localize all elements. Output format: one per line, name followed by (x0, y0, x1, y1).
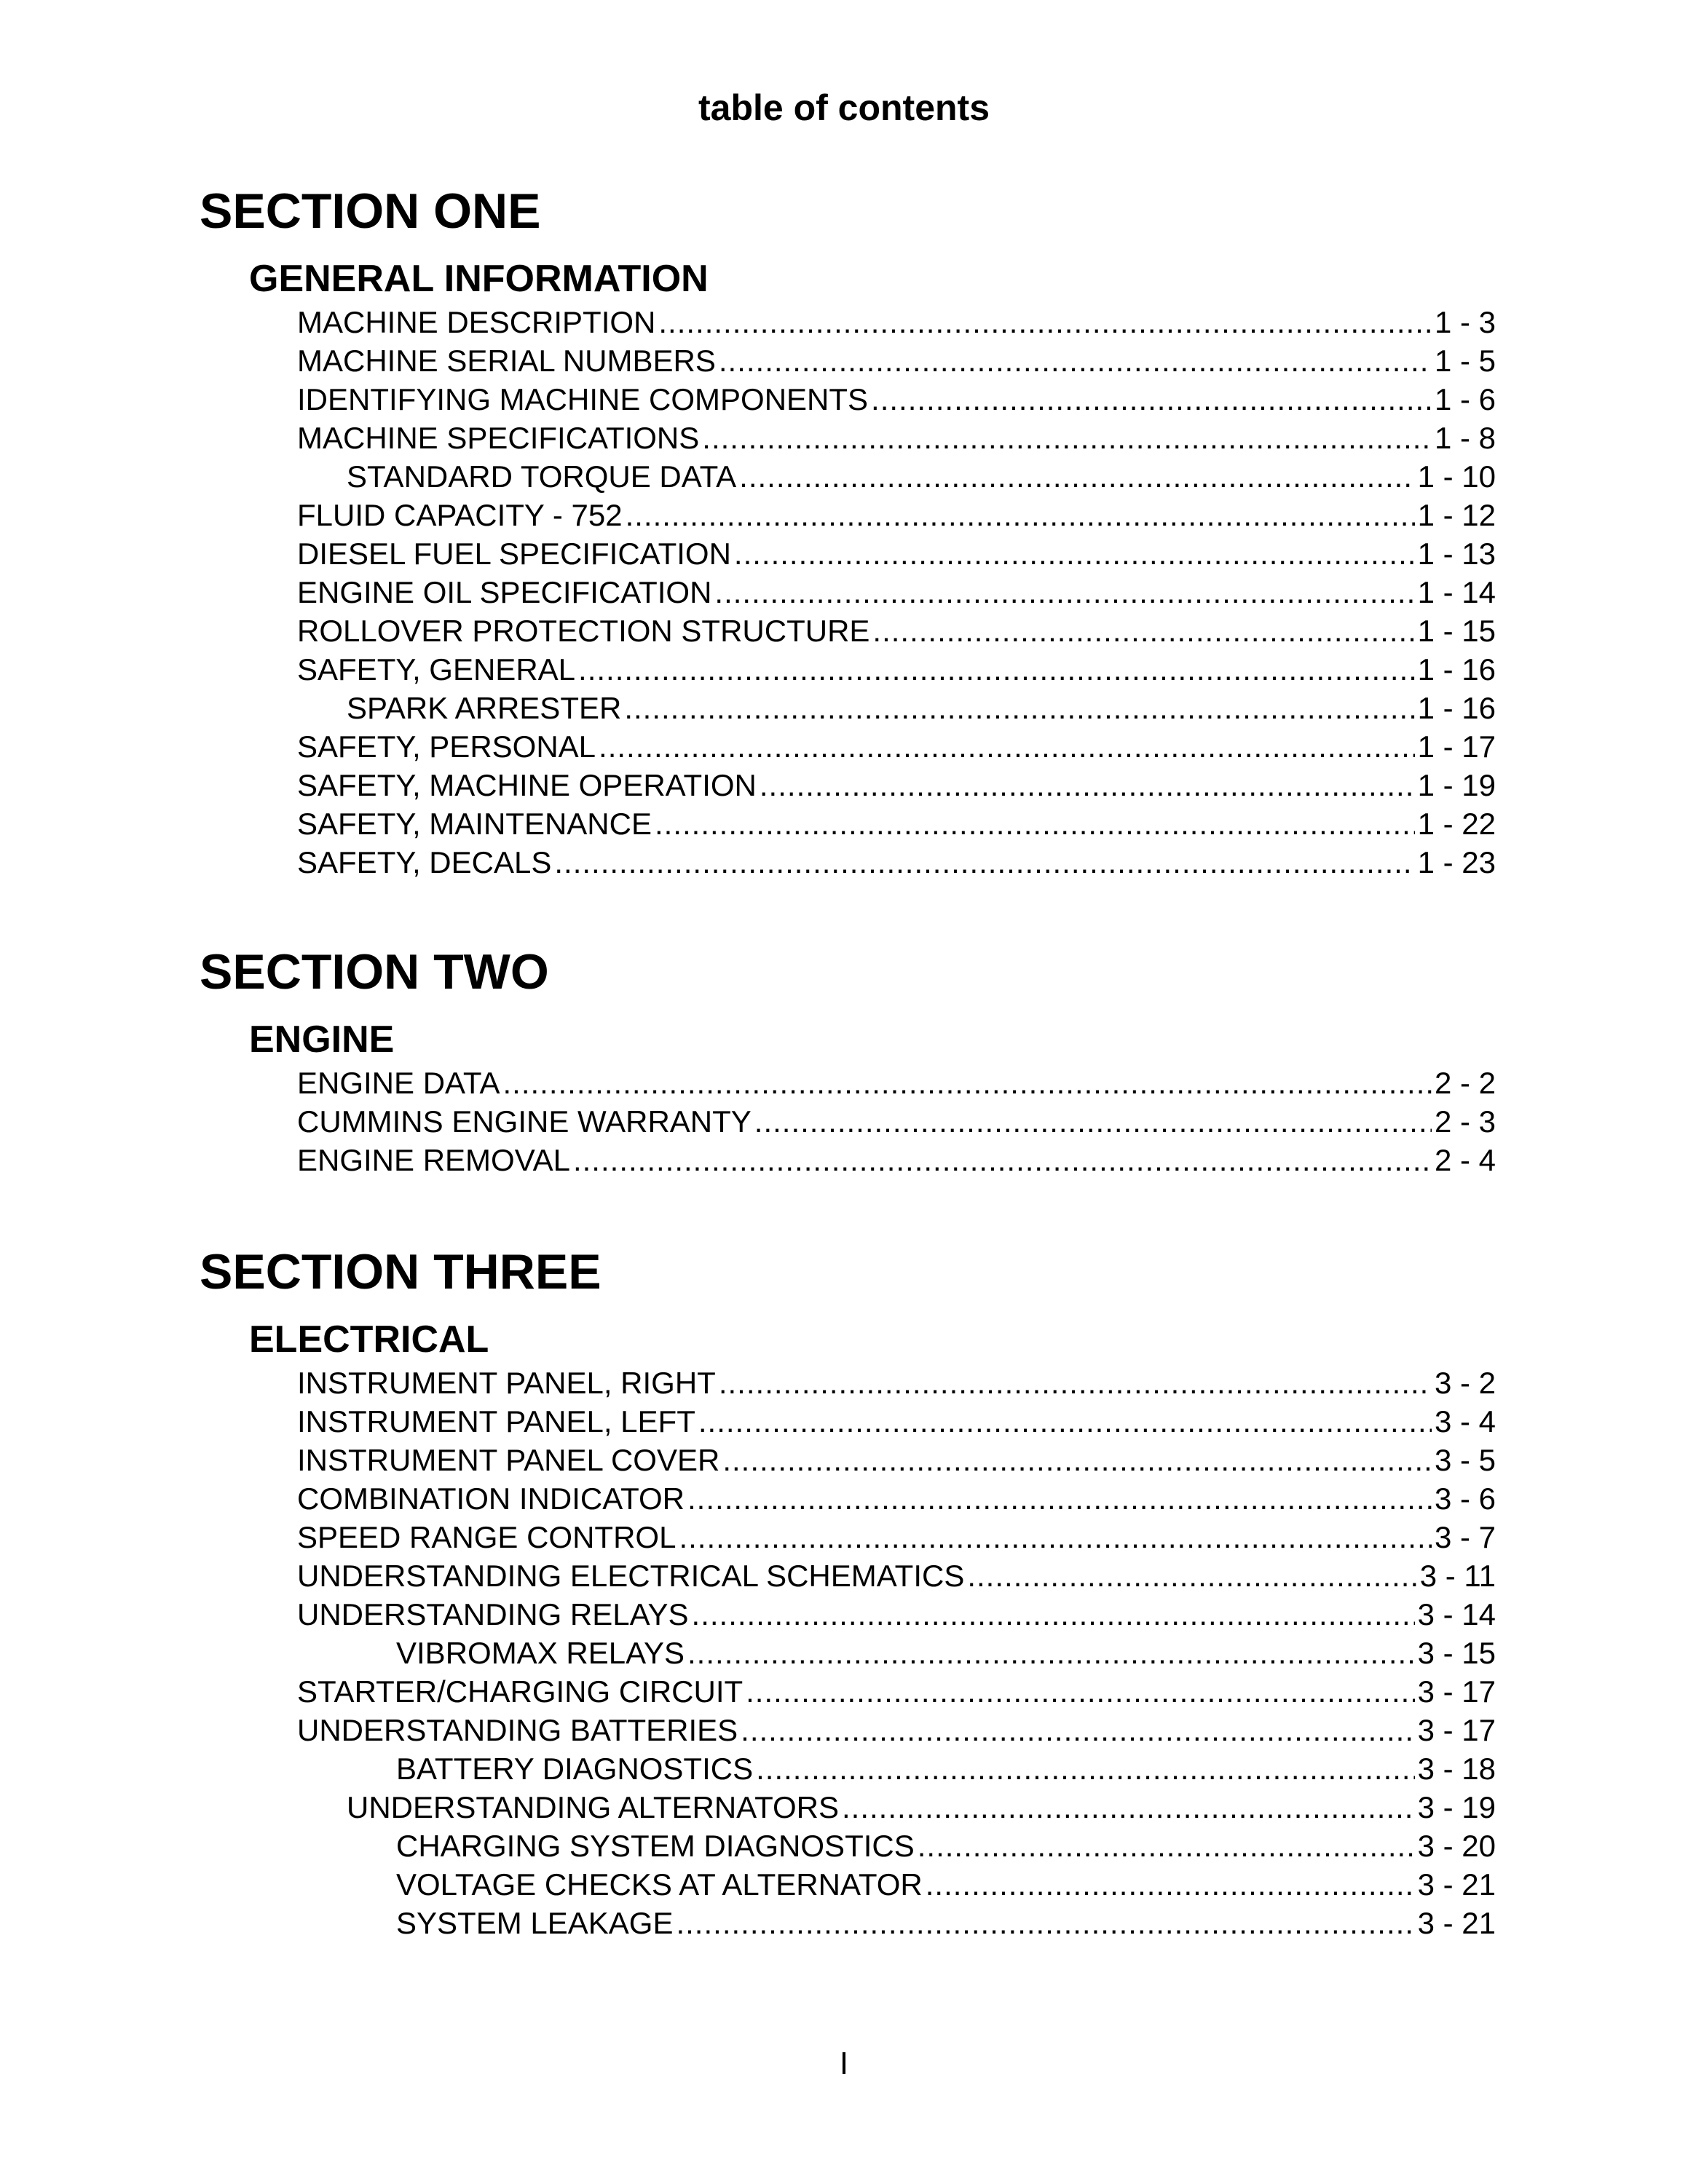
toc-entry (396, 1865, 1496, 1904)
toc-entry-title: ENGINE REMOVAL (297, 1143, 570, 1177)
toc-entry-page: 3 - 18 (1417, 1752, 1496, 1786)
section-heading: SECTION TWO (200, 944, 549, 1000)
dot-leader (871, 380, 1432, 419)
section-two (200, 943, 1496, 1179)
toc-entry-page: 3 - 20 (1417, 1829, 1496, 1863)
toc-entry-page: 1 - 13 (1417, 537, 1496, 571)
dot-leader (746, 1672, 1414, 1711)
toc-entry (396, 1749, 1496, 1788)
toc-entry-title: MACHINE DESCRIPTION (297, 305, 656, 339)
toc-entry (347, 689, 1496, 727)
toc-entry-title: SAFETY, GENERAL (297, 652, 576, 687)
dot-leader (578, 650, 1415, 689)
toc-entry-title: UNDERSTANDING BATTERIES (297, 1713, 738, 1747)
toc-entry (396, 1634, 1496, 1672)
dot-leader (842, 1788, 1415, 1827)
dot-leader (624, 689, 1414, 727)
toc-entry-page: 3 - 11 (1419, 1559, 1496, 1593)
subsection-heading: GENERAL INFORMATION (249, 258, 709, 300)
toc-entry (297, 766, 1496, 804)
toc-entry (297, 650, 1496, 689)
toc-entry-title: STARTER/CHARGING CIRCUIT (297, 1674, 744, 1709)
toc-entry (297, 1672, 1496, 1711)
toc-entry-page: 1 - 15 (1417, 614, 1496, 648)
page-number: I (839, 2046, 849, 2081)
toc-entry-title: FLUID CAPACITY - 752 (297, 498, 623, 532)
toc-entry-page: 2 - 3 (1434, 1104, 1496, 1139)
dot-leader (760, 766, 1415, 804)
section-heading: SECTION ONE (200, 183, 541, 239)
dot-leader (714, 573, 1414, 612)
section-one (200, 182, 1496, 882)
toc-entry-title: SPEED RANGE CONTROL (297, 1520, 677, 1554)
toc-entry-page: 2 - 2 (1434, 1066, 1496, 1100)
toc-entry-title: SAFETY, PERSONAL (297, 729, 596, 764)
toc-entry (297, 341, 1496, 380)
toc-entry-title: INSTRUMENT PANEL, LEFT (297, 1404, 695, 1439)
toc-entry (297, 573, 1496, 612)
dot-leader (687, 1479, 1432, 1518)
toc-entry (297, 303, 1496, 341)
dot-leader (502, 1064, 1431, 1102)
dot-leader (655, 804, 1415, 843)
toc-entry-title: INSTRUMENT PANEL COVER (297, 1443, 720, 1477)
toc-entry-page: 3 - 6 (1434, 1481, 1496, 1516)
toc-entry (347, 457, 1496, 496)
toc-entry-title: SYSTEM LEAKAGE (396, 1906, 674, 1940)
toc-entry (297, 1556, 1496, 1595)
toc-entry (297, 1518, 1496, 1556)
dot-leader (754, 1102, 1432, 1141)
toc-entry-page: 3 - 17 (1417, 1674, 1496, 1709)
toc-entry-page: 3 - 7 (1434, 1520, 1496, 1554)
toc-entry-page: 1 - 8 (1434, 421, 1496, 455)
toc-entry-title: SAFETY, MAINTENANCE (297, 807, 652, 841)
toc-entry-title: STANDARD TORQUE DATA (347, 459, 737, 494)
toc-entry-title: VOLTAGE CHECKS AT ALTERNATOR (396, 1867, 923, 1902)
toc-entry-page: 3 - 5 (1434, 1443, 1496, 1477)
toc-entry-title: UNDERSTANDING ALTERNATORS (347, 1790, 839, 1824)
toc-entry (297, 1102, 1496, 1141)
toc-entry (297, 612, 1496, 650)
toc-entry-page: 3 - 15 (1417, 1636, 1496, 1670)
toc-entry (396, 1904, 1496, 1942)
toc-entry-page: 1 - 17 (1417, 729, 1496, 764)
dot-leader (719, 341, 1432, 380)
toc-entry-title: COMBINATION INDICATOR (297, 1481, 685, 1516)
subsection-heading: ENGINE (249, 1018, 395, 1061)
toc-entry-title: UNDERSTANDING ELECTRICAL SCHEMATICS (297, 1559, 965, 1593)
toc-entry (297, 1479, 1496, 1518)
toc-entry (297, 380, 1496, 419)
toc-entry (297, 843, 1496, 882)
toc-entry-title: BATTERY DIAGNOSTICS (396, 1752, 754, 1786)
toc-entry (297, 1711, 1496, 1749)
toc-entry-list (200, 303, 1496, 882)
dot-leader (739, 457, 1414, 496)
page-title: table of contents (698, 87, 990, 128)
toc-entry-list (200, 1364, 1496, 1942)
toc-entry-title: IDENTIFYING MACHINE COMPONENTS (297, 382, 869, 416)
toc-entry-page: 1 - 23 (1417, 845, 1496, 879)
toc-entry (297, 727, 1496, 766)
toc-entry (297, 1402, 1496, 1441)
dot-leader (679, 1518, 1432, 1556)
toc-entry-page: 3 - 2 (1434, 1366, 1496, 1400)
toc-entry-page: 2 - 4 (1434, 1143, 1496, 1177)
toc-entry-title: CUMMINS ENGINE WARRANTY (297, 1104, 752, 1139)
toc-entry-title: CHARGING SYSTEM DIAGNOSTICS (396, 1829, 915, 1863)
toc-entry-page: 3 - 21 (1417, 1867, 1496, 1902)
dot-leader (626, 496, 1415, 534)
dot-leader (734, 534, 1415, 573)
toc-entry-title: MACHINE SPECIFICATIONS (297, 421, 700, 455)
toc-entry-page: 1 - 16 (1417, 691, 1496, 725)
section-heading: SECTION THREE (200, 1244, 602, 1299)
dot-leader (676, 1904, 1414, 1942)
toc-entry (347, 1788, 1496, 1827)
dot-leader (687, 1634, 1415, 1672)
toc-entry-page: 1 - 19 (1417, 768, 1496, 802)
toc-entry (297, 804, 1496, 843)
toc-entry-page: 1 - 3 (1434, 305, 1496, 339)
toc-entry (297, 1141, 1496, 1179)
section-three (200, 1243, 1496, 1942)
toc-entry-title: MACHINE SERIAL NUMBERS (297, 344, 716, 378)
toc-entry-title: ROLLOVER PROTECTION STRUCTURE (297, 614, 870, 648)
dot-leader (692, 1595, 1415, 1634)
dot-leader (741, 1711, 1414, 1749)
toc-entry (297, 1441, 1496, 1479)
toc-entry (297, 1064, 1496, 1102)
toc-entry-title: ENGINE OIL SPECIFICATION (297, 575, 712, 609)
toc-entry (297, 496, 1496, 534)
toc-entry-title: SAFETY, DECALS (297, 845, 552, 879)
toc-entry-page: 1 - 10 (1417, 459, 1496, 494)
toc-entry-page: 3 - 14 (1417, 1597, 1496, 1631)
dot-leader (872, 612, 1414, 650)
dot-leader (719, 1364, 1432, 1402)
toc-entry-page: 1 - 16 (1417, 652, 1496, 687)
toc-entry (297, 419, 1496, 457)
toc-entry-page: 3 - 21 (1417, 1906, 1496, 1940)
toc-entry-page: 1 - 6 (1434, 382, 1496, 416)
toc-entry-page: 1 - 22 (1417, 807, 1496, 841)
toc-entry-title: UNDERSTANDING RELAYS (297, 1597, 689, 1631)
dot-leader (599, 727, 1415, 766)
dot-leader (573, 1141, 1432, 1179)
toc-entry (297, 1364, 1496, 1402)
toc-entry (297, 1595, 1496, 1634)
dot-leader (926, 1865, 1415, 1904)
toc-entry-page: 3 - 19 (1417, 1790, 1496, 1824)
toc-entry-page: 1 - 5 (1434, 344, 1496, 378)
dot-leader (918, 1827, 1415, 1865)
toc-entry-title: INSTRUMENT PANEL, RIGHT (297, 1366, 716, 1400)
toc-entry-title: VIBROMAX RELAYS (396, 1636, 685, 1670)
toc-entry-title: SPARK ARRESTER (347, 691, 622, 725)
toc-entry-page: 1 - 14 (1417, 575, 1496, 609)
toc-entry-list (200, 1064, 1496, 1179)
toc-entry-title: ENGINE DATA (297, 1066, 500, 1100)
dot-leader (554, 843, 1414, 882)
toc-entry-title: SAFETY, MACHINE OPERATION (297, 768, 757, 802)
toc-entry-title: DIESEL FUEL SPECIFICATION (297, 537, 731, 571)
dot-leader (756, 1749, 1414, 1788)
dot-leader (722, 1441, 1432, 1479)
toc-entry-page: 3 - 17 (1417, 1713, 1496, 1747)
toc-entry-page: 3 - 4 (1434, 1404, 1496, 1439)
toc-entry-page: 1 - 12 (1417, 498, 1496, 532)
dot-leader (658, 303, 1432, 341)
subsection-heading: ELECTRICAL (249, 1318, 489, 1361)
toc-entry (297, 534, 1496, 573)
dot-leader (967, 1556, 1416, 1595)
toc-entry (396, 1827, 1496, 1865)
dot-leader (702, 419, 1432, 457)
dot-leader (698, 1402, 1432, 1441)
